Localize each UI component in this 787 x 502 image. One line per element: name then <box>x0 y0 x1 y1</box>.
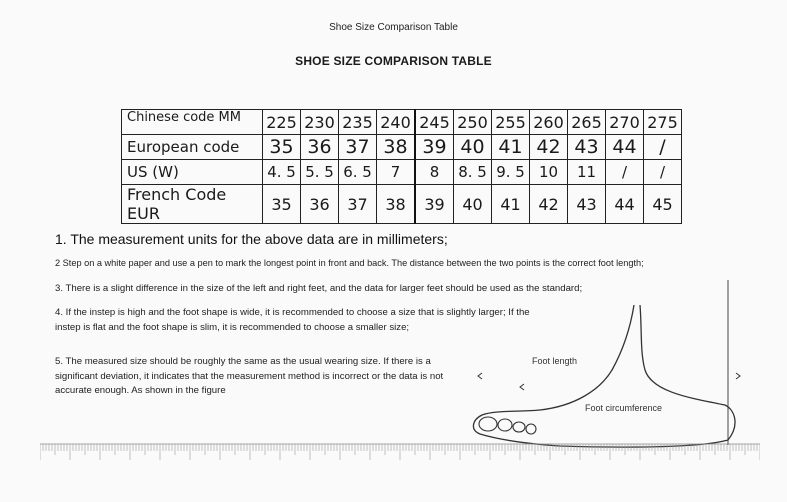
table-cell: 41 <box>492 185 530 224</box>
table-cell: 43 <box>568 135 606 160</box>
table-cell: 265 <box>568 110 606 135</box>
table-cell: 275 <box>644 110 682 135</box>
table-cell: / <box>606 160 644 185</box>
table-cell: 43 <box>568 185 606 224</box>
size-comparison-table <box>121 109 682 224</box>
table-cell: 4. 5 <box>263 160 301 185</box>
toe-4 <box>526 424 536 434</box>
main-title: SHOE SIZE COMPARISON TABLE <box>295 54 492 68</box>
toe-2 <box>498 419 512 431</box>
table-cell: 8 <box>415 160 454 185</box>
table-row <box>122 160 682 185</box>
toe-1 <box>479 417 497 431</box>
table-cell: 40 <box>454 135 492 160</box>
row-label: US (W) <box>122 160 263 185</box>
table-row <box>122 185 682 224</box>
length-arrow-right <box>736 373 740 379</box>
table-cell: 44 <box>606 135 644 160</box>
row-label: Chinese code MM <box>122 110 263 135</box>
table-cell: 6. 5 <box>339 160 377 185</box>
table-cell: 35 <box>263 185 301 224</box>
ruler-graphic <box>40 442 760 466</box>
foot-length-label: Foot length <box>532 356 578 366</box>
table-cell: 44 <box>606 185 644 224</box>
table-cell: 37 <box>339 135 377 160</box>
table-cell: 38 <box>377 185 416 224</box>
table-cell: 245 <box>415 110 454 135</box>
table-cell: 38 <box>377 135 416 160</box>
table-cell: 260 <box>530 110 568 135</box>
table-cell: 35 <box>263 135 301 160</box>
table-row <box>122 110 682 135</box>
table-cell: / <box>644 135 682 160</box>
note-1: 1. The measurement units for the above data are in millimeters; <box>55 231 448 247</box>
table-cell: 230 <box>301 110 339 135</box>
length-arrow-small <box>520 384 524 390</box>
length-arrow-left <box>478 373 482 379</box>
table-cell: 37 <box>339 185 377 224</box>
foot-circumference-label: Foot circumference <box>585 403 663 413</box>
toe-3 <box>513 422 525 432</box>
table-cell: 10 <box>530 160 568 185</box>
note-3: 3. There is a slight difference in the size of the left and right feet, and the data for larger feet should be used as the standard; <box>55 283 583 294</box>
table-cell: / <box>644 160 682 185</box>
table-cell: 36 <box>301 185 339 224</box>
table-cell: 235 <box>339 110 377 135</box>
table-cell: 41 <box>492 135 530 160</box>
note-4: 4. If the instep is high and the foot shape is wide, it is recommended to choose a size that is slightly larger; If the instep is flat and the foot shape is slim, it is recommended to choose a smaller size; <box>55 307 530 333</box>
table-cell: 225 <box>263 110 301 135</box>
table-cell: 39 <box>415 135 454 160</box>
row-label: French Code EUR <box>122 185 263 224</box>
table-cell: 5. 5 <box>301 160 339 185</box>
table-cell: 40 <box>454 185 492 224</box>
table-cell: 240 <box>377 110 416 135</box>
table-cell: 36 <box>301 135 339 160</box>
table-cell: 7 <box>377 160 416 185</box>
note-2: 2 Step on a white paper and use a pen to mark the longest point in front and back. The distance between the two points is the correct foot length; <box>55 258 644 268</box>
table-row <box>122 135 682 160</box>
table-cell: 39 <box>415 185 454 224</box>
table-cell: 8. 5 <box>454 160 492 185</box>
note-5: 5. The measured size should be roughly the same as the usual wearing size. If there is a significant deviation, it indicates that the measurement method is incorrect or the data is not accurate enough. As shown in the figure <box>55 356 444 396</box>
page-title: Shoe Size Comparison Table <box>329 22 458 33</box>
table-cell: 255 <box>492 110 530 135</box>
table-cell: 11 <box>568 160 606 185</box>
table-cell: 42 <box>530 135 568 160</box>
table-cell: 45 <box>644 185 682 224</box>
table-cell: 42 <box>530 185 568 224</box>
table-cell: 270 <box>606 110 644 135</box>
table-cell: 250 <box>454 110 492 135</box>
row-label: European code <box>122 135 263 160</box>
table-cell: 9. 5 <box>492 160 530 185</box>
